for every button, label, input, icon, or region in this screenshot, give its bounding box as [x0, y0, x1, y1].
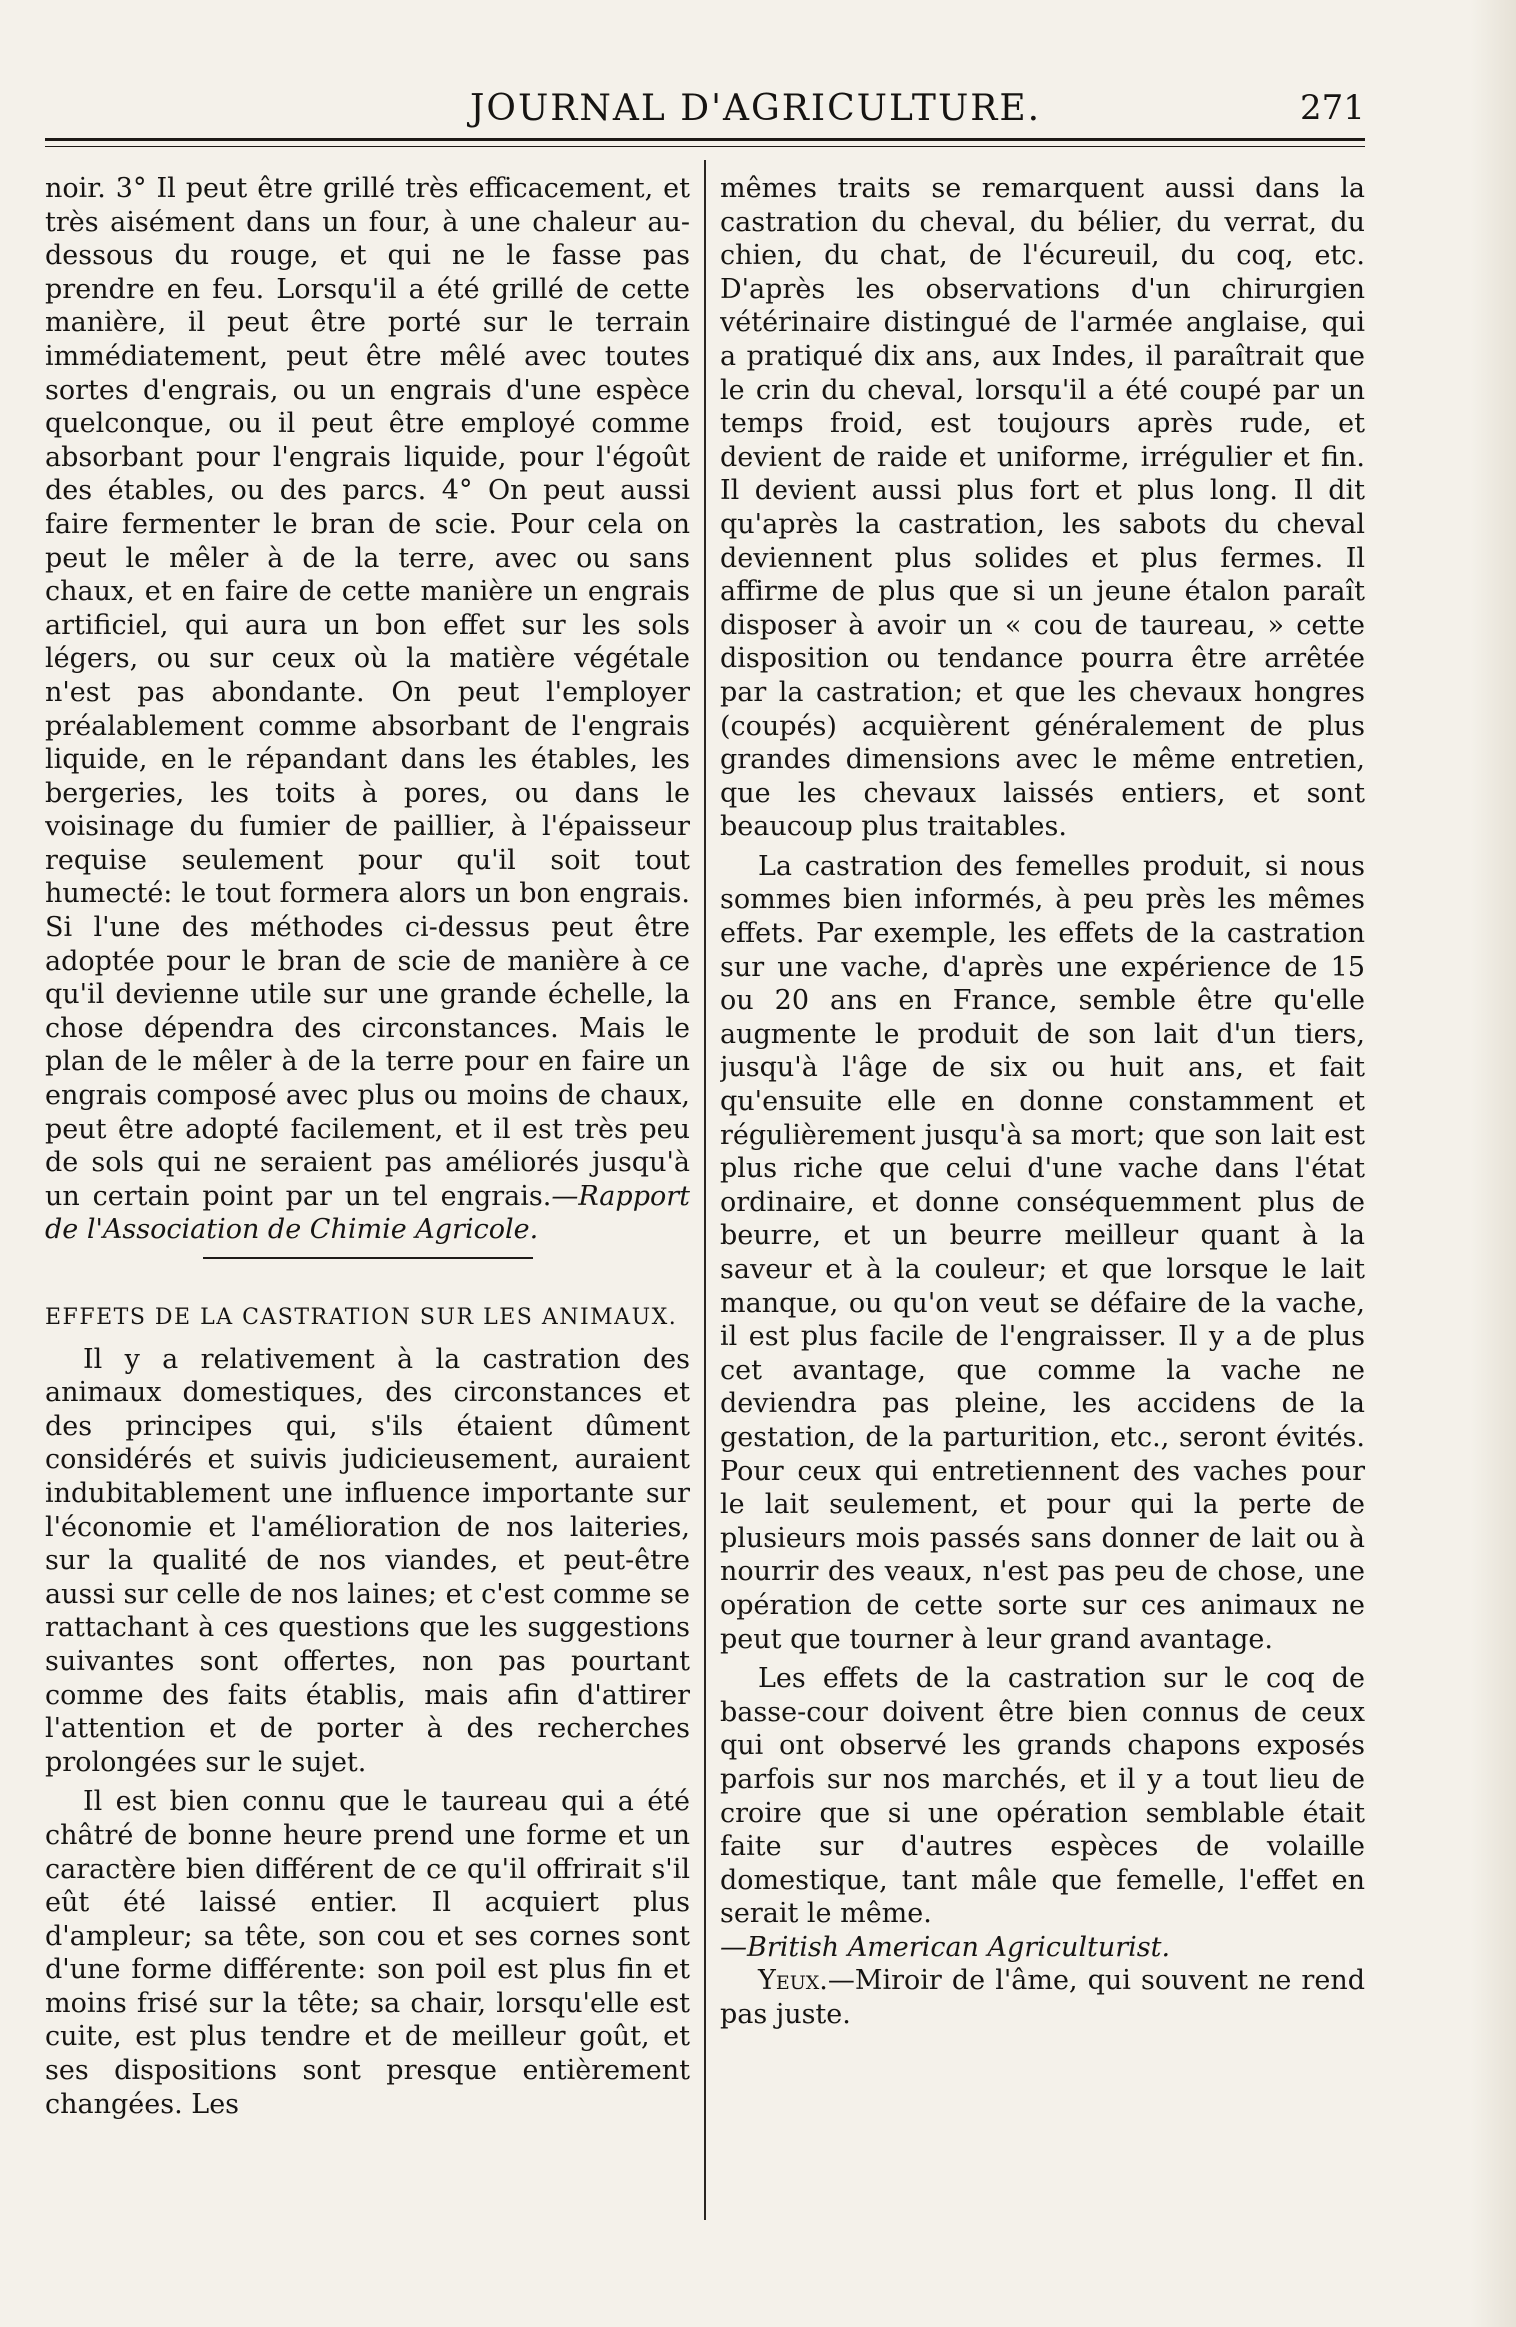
yeux-heading: Yeux.	[758, 1965, 828, 1997]
yeux-text: —Miroir de l'âme, qui souvent ne rend pas juste.	[720, 1965, 1365, 2031]
paragraph-coq	[720, 1662, 1365, 1931]
paragraph-intro-castration: Il y a relativement à la castration des animaux domestiques, des circonstances et des principes qui, s'ils étaient dûment considérés et suivis judicieusement, auraient indubitablement une influence importante sur l'économie et l'amélioration de nos laiteries, sur la qualité de nos viandes, et peut-être aussi sur celle de nos laines; et c'est comme se rattachant à ces questions que les suggestions suivantes sont offertes, non pas pourtant comme des faits établis, mais afin d'attirer l'attention et de porter à des recherches prolongées sur le sujet.	[45, 1343, 690, 1778]
paragraph-cheval: mêmes traits se remarquent aussi dans la castration du cheval, du bélier, du verrat, du chien, du chat, de l'écureuil, du coq, etc. D'après les observations d'un chirurgien vétérinaire distingué de l'armée anglaise, qui a pratiqué dix ans, aux Indes, il paraîtrait que le crin du cheval, lorsqu'il a été coupé par un temps froid, est toujours après rude, et devient de raide et uniforme, irrégulier et fin. Il devient aussi plus fort et plus long. Il dit qu'après la castration, les sabots du cheval deviennent plus solides et plus fermes. Il affirme de plus que si un jeune étalon paraît disposer à avoir un « cou de taureau, » cette disposition ou tendance pourra être arrêtée par la castration; et que les chevaux hongres (coupés) acquièrent généralement de plus grandes dimensions avec le même entretien, que les chevaux laissés entiers, et sont beaucoup plus traitables.	[720, 173, 1365, 843]
page-edge	[1470, 0, 1516, 2327]
source-line	[720, 1931, 1365, 1965]
source-citation: —Rapport de l'Association de Chimie Agricole.	[45, 1180, 690, 1246]
source-citation: —British American Agriculturist.	[720, 1931, 1171, 1963]
paragraph-taureau: Il est bien connu que le taureau qui a été châtré de bonne heure prend une forme et un caractère bien différent de ce qu'il offrirait s'il eût été laissé entier. Il acquiert plus d'ampleur; sa tête, son cou et ses cornes sont d'une forme différente: son poil est plus fin et moins frisé sur la tête; sa chair, lorsqu'elle est cuite, est plus tendre et de meilleur goût, et ses dispositions sont presque entièrement changées. Les	[45, 1786, 690, 2120]
section-divider	[203, 1257, 533, 1259]
paragraph-text: noir. 3° Il peut être grillé très efficacement, et très aisément dans un four, à une chaleur au-dessous du rouge, et qui ne le fasse pas prendre en feu. Lorsqu'il a été grillé de cette manière, il peut être porté sur le terrain immédiatement, peut être mêlé avec toutes sortes d'engrais, ou un engrais d'une espèce quelconque, ou il peut être employé comme absorbant pour l'engrais liquide, pour l'égoût des étables, ou des parcs. 4° On peut aussi faire fermenter le bran de scie. Pour cela on peut le mêler à de la terre, avec ou sans chaux, et en faire de cette manière un engrais artificiel, qui aura un bon effet sur les sols légers, ou sur ceux où la matière végétale n'est pas abondante. On peut l'employer préalablement comme absorbant de l'engrais liquide, en le répandant dans les étables, les bergeries, les toits à pores, ou dans le voisinage du fumier de paillier, à l'épaisseur requise seulement pour qu'il soit tout humecté: le tout formera alors un bon engrais. Si l'une des méthodes ci-dessus peut être adoptée pour le bran de scie de manière à ce qu'il devienne utile sur une grande échelle, la chose dépendra des circonstances. Mais le plan de le mêler à de la terre pour en faire un engrais composé avec plus ou moins de chaux, peut être adopté facilement, et il est très peu de sols qui ne seraient pas améliorés jusqu'à un certain point par un tel engrais.	[45, 173, 690, 1212]
column-divider	[704, 160, 706, 2220]
paragraph-text: Les effets de la castration sur le coq de basse-cour doivent être bien connus de ceux qui ont observé les grands chapons exposés parfois sur nos marchés, et il y a tout lieu de croire que si une opération semblable était faite sur d'autres espèces de volaille domestique, tant mâle que femelle, l'effet en serait le même.	[720, 1663, 1365, 1930]
section-title: EFFETS DE LA CASTRATION SUR LES ANIMAUX.	[45, 1305, 678, 1330]
header-rule	[45, 138, 1365, 141]
left-column	[45, 172, 690, 2212]
paragraph-bran-de-scie	[45, 172, 690, 1247]
page-header	[0, 0, 1516, 150]
header-rule-thin	[45, 146, 1365, 147]
right-column	[720, 172, 1365, 2212]
paragraph-femelles: La castration des femelles produit, si nous sommes bien informés, à peu près les mêmes effets. Par exemple, les effets de la castration sur une vache, d'après une expérience de 15 ou 20 ans en France, semble être qu'elle augmente le produit de son lait d'un tiers, jusqu'à l'âge de six ou huit ans, et fait qu'ensuite elle en donne constamment et régulièrement jusqu'à sa mort; que son lait est plus riche que celui d'une vache dans l'état ordinaire, et donne conséquemment plus de beurre, et un beurre meilleur quant à la saveur et à la couleur; et que lorsque le lait manque, ou qu'on veut se défaire de la vache, il est plus facile de l'engraisser. Il y a de plus cet avantage, que comme la vache ne deviendra pas pleine, les accidens de la gestation, de la parturition, etc., seront évités. Pour ceux qui entretiennent des vaches pour le lait seulement, et pour qui la perte de plusieurs mois passés sans donner de lait ou à nourrir des veaux, n'est pas peu de chose, une opération de cette sorte sur ces animaux ne peut que tourner à leur grand avantage.	[720, 850, 1365, 1655]
paragraph-yeux	[720, 1964, 1365, 2031]
journal-title: JOURNAL D'AGRICULTURE.	[470, 88, 1042, 129]
page-number: 271	[1300, 88, 1365, 128]
